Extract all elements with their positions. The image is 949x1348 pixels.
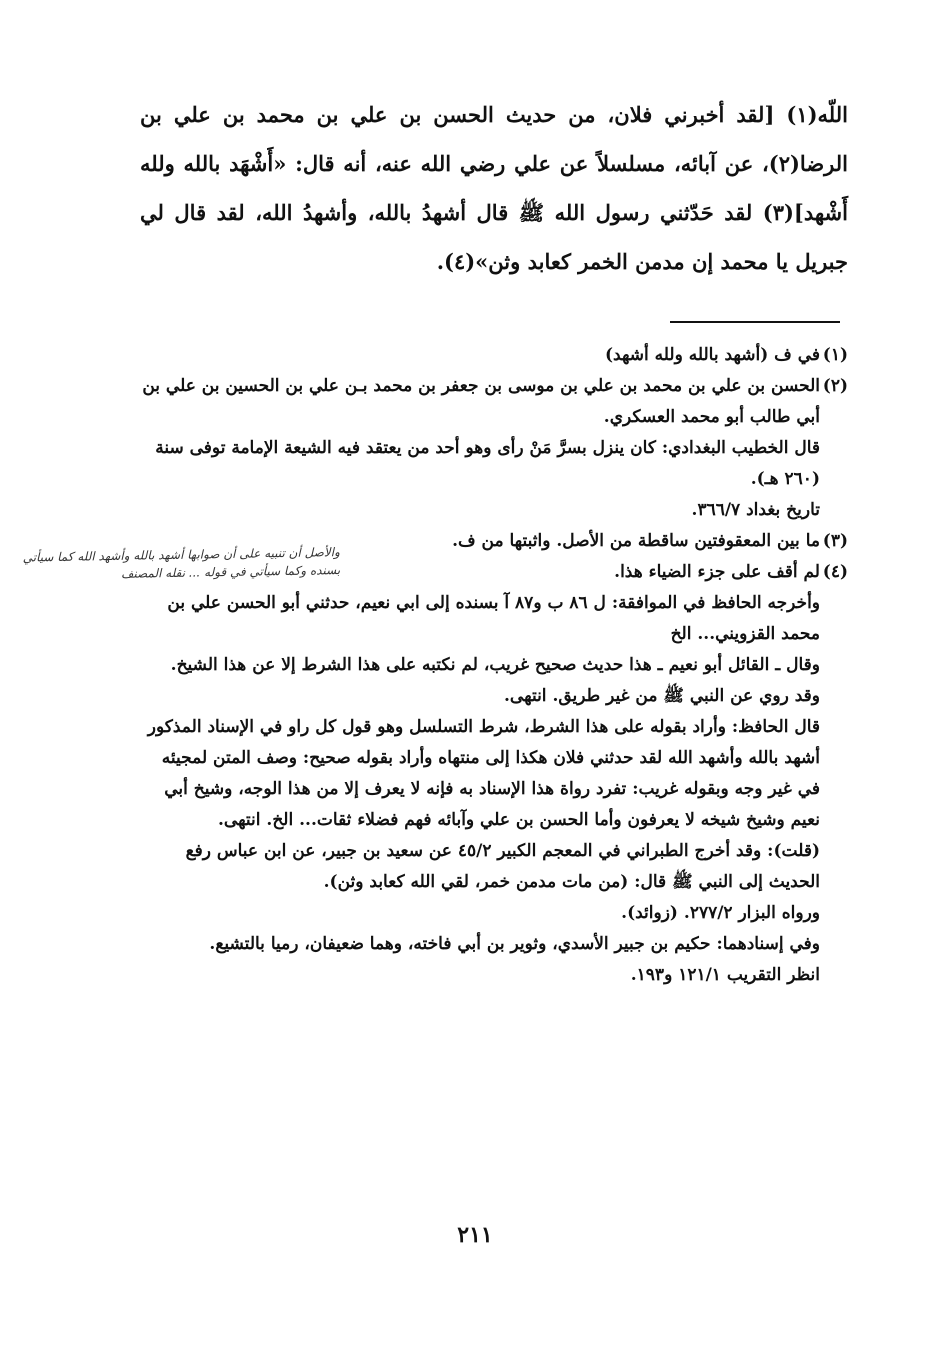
page-number: ٢١١ [457,1222,493,1248]
footnotes [140,340,848,991]
footnote-separator [670,321,840,323]
footnote-line: ورواه البزار ٢٧٧/٢. (زوائد). [621,903,820,923]
footnote-text: ما بين المعقوفتين ساقطة من الأصل. واثبتها من ف. [452,531,820,551]
footnote-text: لم أقف على جزء الضياء هذا. [614,562,820,582]
footnote-line: وأخرجه الحافظ في الموافقة: ل ٨٦ ب و٨٧ آ بسنده إلى ابي نعيم، حدثني أبو الحسن علي بن محمد القزويني... الخ [167,593,820,644]
footnote-line: وقال ـ القائل أبو نعيم ـ هذا حديث صحيح غريب، لم نكتبه على هذا الشرط إلا عن هذا الشيخ. وقد روي عن النبي ﷺ من غير طريق. انتهى. [170,655,820,706]
footnote-line: وفي إسنادهما: حكيم بن جبير الأسدي، وثوير بن أبي فاخته، وهما ضعيفان، رميا بالتشيع. [209,934,820,954]
footnote-line: (قلت): وقد أخرج الطبراني في المعجم الكبير ٤٥/٢ عن سعيد بن جبير، عن ابن عباس رفع الحديث إلى النبي ﷺ قال: (من مات مدمن خمر، لقي الله كعابد وثن). [185,841,820,892]
footnote-line: انظر التقريب ١٢١/١ و١٩٣. [630,965,820,985]
footnote-number: (٢) [822,376,848,396]
footnote-line: قال الخطيب البغدادي: كان ينزل بسرَّ مَنْ رأى وهو أحد من يعتقد فيه الشيعة الإمامة توفى سنة (٢٦٠ هـ). [155,438,820,489]
handwritten-margin-note: والأصل أن تنبيه على أن صوابها أشهد بالله وأشهد الله كما سيأتي بسنده وكما سيأتي في قوله ... نقله المصنف [22,545,341,581]
footnote-number: (٤) [822,562,848,582]
footnote-2 [140,371,848,433]
footnote-text: في ف (أشهد بالله ولله أشهد) [604,345,820,365]
main-text [140,90,848,286]
footnote-line: تاريخ بغداد ٣٦٦/٧. [691,500,820,520]
footnote-1 [140,340,848,371]
footnote-text: الحسن بن علي بن محمد بن علي بن موسى بن جعفر بن محمد بـن علي بن الحسين بن علي بن أبي طالب أبو محمد العسكري. [142,376,820,427]
footnote-line: قال الحافظ: وأراد بقوله على هذا الشرط، شرط التسلسل وهو قول كل راو في الإسناد المذكور أشهد بالله وأشهد الله لقد حدثني فلان هكذا إلى منتهاه وأراد بقوله صحيح: وصف المتن لمجيئه في غير وجه وبقوله غريب: تفرد رواة هذا الإسناد به فإنه لا يعرف إلا من هذا الوجه، وشيخ أبي نعيم وشيخ شيخه لا يعرفون وأما الحسن بن علي وآبائه فهم فضلاء ثقات... الخ. انتهى. [147,717,820,830]
footnote-number: (٣) [822,531,848,551]
main-paragraph: اللّه(١) [لقد أخبرني فلان، من حديث الحسن بن علي بن محمد بن علي بن الرضا(٢)، عن آبائه، مسلسلاً عن علي رضي الله عنه، أنه قال: «أَشْهَد بالله ولله أَشْهد](٣) لقد حَدّثني رسول الله ﷺ قال أشهدُ بالله، وأشهدُ الله، لقد قال لي جبريل يا محمد إن مدمن الخمر كعابد وثن»(٤). [140,102,848,274]
footnote-number: (١) [822,345,848,365]
